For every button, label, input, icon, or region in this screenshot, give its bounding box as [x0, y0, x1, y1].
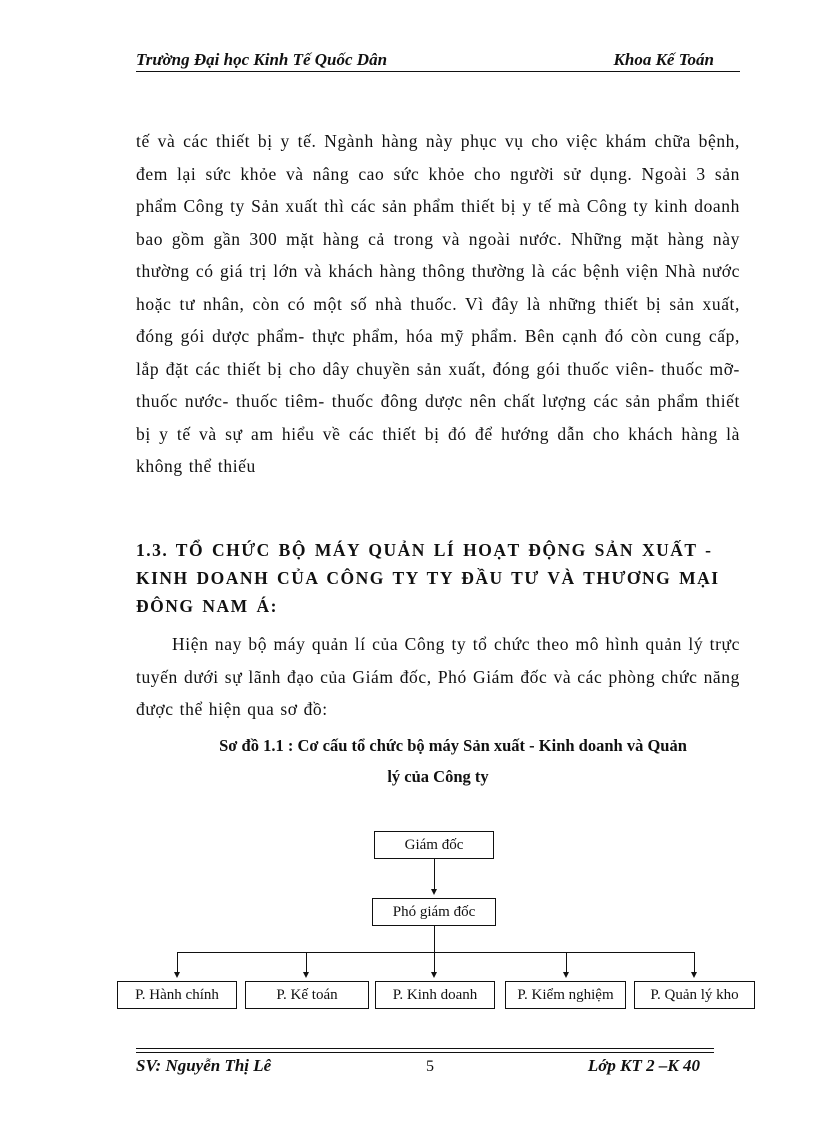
connector-deputy-bus	[434, 926, 435, 952]
connector-director-deputy	[434, 859, 435, 889]
diagram-caption-line-1: Sơ đồ 1.1 : Cơ cấu tổ chức bộ máy Sản xuất - Kinh doanh và Quản	[219, 736, 687, 755]
body-paragraph-1: tế và các thiết bị y tế. Ngành hàng này phục vụ cho việc khám chữa bệnh, đem lại sức khỏe và nâng cao sức khỏe cho người sử dụng. Ngoài 3 sản phẩm Công ty Sản xuất thì các sản phẩm thiết bị y tế mà Công ty kinh doanh bao gồm gần 300 mặt hàng cả trong và ngoài nước. Những mặt hàng này thường có giá trị lớn và khách hàng thông thường là các bệnh viện Nhà nước hoặc tư nhân, còn có một số nhà thuốc. Vì đây là những thiết bị sản xuất, đóng gói dược phẩm- thực phẩm, hóa mỹ phẩm. Bên cạnh đó còn cung cấp, lắp đặt các thiết bị cho dây chuyền sản xuất, đóng gói thuốc viên- thuốc mỡ- thuốc nước- thuốc tiêm- thuốc đông dược nên chất lượng các sản phẩm thiết bị y tế và sự am hiểu về các thiết bị đó để hướng dẫn cho khách hàng là không thể thiếu	[136, 131, 740, 476]
arrow-to-dept-3	[431, 972, 437, 978]
org-box-deputy: Phó giám đốc	[372, 898, 496, 926]
org-box-accounting: P. Kế toán	[245, 981, 369, 1009]
org-box-testing: P. Kiểm nghiệm	[505, 981, 626, 1009]
org-box-director: Giám đốc	[374, 831, 494, 859]
connector-bus	[177, 952, 694, 953]
org-box-warehouse: P. Quản lý kho	[634, 981, 755, 1009]
connector-dept-3	[434, 952, 435, 972]
connector-dept-1	[177, 952, 178, 972]
footer-student: SV: Nguyễn Thị Lê	[136, 1056, 272, 1075]
footer-class: Lớp KT 2 –K 40	[587, 1056, 700, 1075]
connector-dept-5	[694, 952, 695, 972]
header-school: Trường Đại học Kinh Tế Quốc Dân	[136, 50, 388, 69]
section-heading: 1.3. TỔ CHỨC BỘ MÁY QUẢN LÍ HOẠT ĐỘNG SẢN XUẤT - KINH DOANH CỦA CÔNG TY TY ĐẦU TƯ VÀ THƯƠNG MẠI ĐÔNG NAM Á:	[136, 540, 720, 616]
arrow-to-dept-1	[174, 972, 180, 978]
page-number: 5	[426, 1058, 434, 1075]
arrow-to-dept-2	[303, 972, 309, 978]
footer-rule-top	[136, 1048, 714, 1049]
connector-dept-4	[566, 952, 567, 972]
arrow-to-dept-5	[691, 972, 697, 978]
page-footer	[136, 1048, 714, 1088]
footer-rule-bottom	[136, 1052, 714, 1053]
body-paragraph-2: Hiện nay bộ máy quản lí của Công ty tổ chức theo mô hình quản lý trực tuyến dưới sự lãnh đạo của Giám đốc, Phó Giám đốc và các phòng chức năng được thể hiện qua sơ đồ:	[136, 634, 740, 719]
org-box-admin: P. Hành chính	[117, 981, 237, 1009]
header-faculty: Khoa Kế Toán	[613, 50, 714, 69]
arrow-to-deputy	[431, 889, 437, 895]
org-box-sales: P. Kinh doanh	[375, 981, 495, 1009]
connector-dept-2	[306, 952, 307, 972]
arrow-to-dept-4	[563, 972, 569, 978]
diagram-caption-line-2: lý của Công ty	[387, 767, 489, 786]
